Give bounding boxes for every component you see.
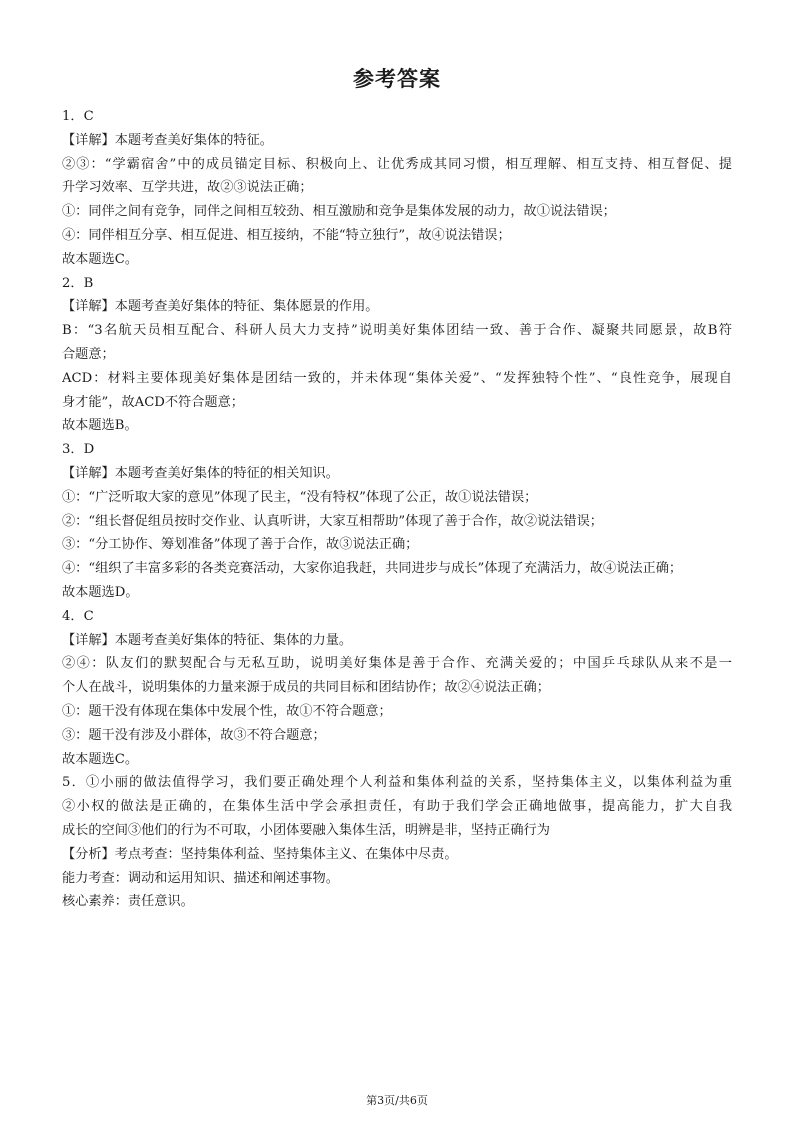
answer-line: 核心素养：责任意识。: [62, 894, 194, 910]
answer-line: 能力考查：调动和运用知识、描述和阐述事物。: [62, 870, 339, 886]
answer-line: ③：“分工协作、筹划准备”体现了善于合作，故③说法正确；: [62, 537, 419, 553]
answer-line: 故本题选C。: [62, 751, 139, 767]
answer-line: 合题意；: [62, 346, 115, 362]
answer-line: ①：题干没有体现在集体中发展个性，故①不符合题意；: [62, 703, 392, 719]
answer-line: 【详解】本题考查美好集体的特征。: [62, 132, 273, 148]
answer-line: 1．C: [62, 109, 94, 124]
answer-line: ①：同伴之间有竞争，同伴之间相互较劲、相互激励和竞争是集体发展的动力，故①说法错误；: [62, 204, 616, 220]
answer-line: 4．C: [62, 608, 94, 624]
answer-line: 【详解】本题考查美好集体的特征的相关知识。: [62, 465, 339, 481]
answer-line: 故本题选D。: [62, 584, 139, 600]
answer-line: 2．B: [62, 275, 94, 291]
answer-line: 故本题选C。: [62, 251, 139, 267]
answer-body: [62, 105, 732, 914]
answer-line: ②小权的做法是正确的，在集体生活中学会承担责任，有助于我们学会正确地做事，提高能力，扩大自我: [62, 799, 732, 815]
answer-line: ②④：队友们的默契配合与无私互助，说明美好集体是善于合作、充满关爱的；中国乒乓球队从来不是一: [62, 656, 732, 672]
answer-line: 【详解】本题考查美好集体的特征、集体愿景的作用。: [62, 299, 379, 315]
answer-line: 【分析】考点考查：坚持集体利益、坚持集体主义、在集体中尽责。: [62, 846, 458, 862]
answer-line: 【详解】本题考查美好集体的特征、集体的力量。: [62, 632, 353, 648]
answer-line: ①：“广泛听取大家的意见”体现了民主，“没有特权”体现了公正，故①说法错误；: [62, 489, 538, 505]
answer-line: ③：题干没有涉及小群体，故③不符合题意；: [62, 727, 326, 743]
answer-line: B：“3名航天员相互配合、科研人员大力支持”说明美好集体团结一致、善于合作、凝聚共同愿景，故B符: [62, 323, 732, 339]
answer-line: ④：“组织了丰富多彩的各类竞赛活动，大家你追我赶，共同进步与成长”体现了充满活力，故④说法正确；: [62, 561, 683, 577]
answer-line: 个人在战斗，说明集体的力量来源于成员的共同目标和团结协作；故②④说法正确；: [62, 680, 550, 696]
answer-line: 5．①小丽的做法值得学习，我们要正确处理个人利益和集体利益的关系，坚持集体主义，以集体利益为重: [62, 775, 732, 791]
answer-line: ②：“组长督促组员按时交作业、认真听讲，大家互相帮助”体现了善于合作，故②说法错误；: [62, 513, 603, 529]
answer-line: 身才能”，故ACD不符合题意；: [62, 394, 244, 410]
answer-line: 故本题选B。: [62, 418, 138, 434]
page-footer: 第3页/共6页: [366, 1094, 428, 1107]
page-title: 参考答案: [353, 67, 441, 91]
answer-line: 3．D: [62, 442, 95, 458]
answer-line: 成长的空间③他们的行为不可取，小团体要融入集体生活，明辨是非，坚持正确行为: [62, 822, 550, 838]
answer-line: ④：同伴相互分享、相互促进、相互接纳，不能“特立独行”，故④说法错误；: [62, 227, 511, 243]
answer-line: ACD：材料主要体现美好集体是团结一致的，并未体现“集体关爱”、“发挥独特个性”、“良性竞争，展现自: [62, 370, 732, 386]
answer-line: ②③：“学霸宿舍”中的成员锚定目标、积极向上、让优秀成其同习惯，相互理解、相互支持、相互督促、提: [62, 156, 732, 172]
answer-line: 升学习效率、互学共进，故②③说法正确；: [62, 180, 313, 196]
